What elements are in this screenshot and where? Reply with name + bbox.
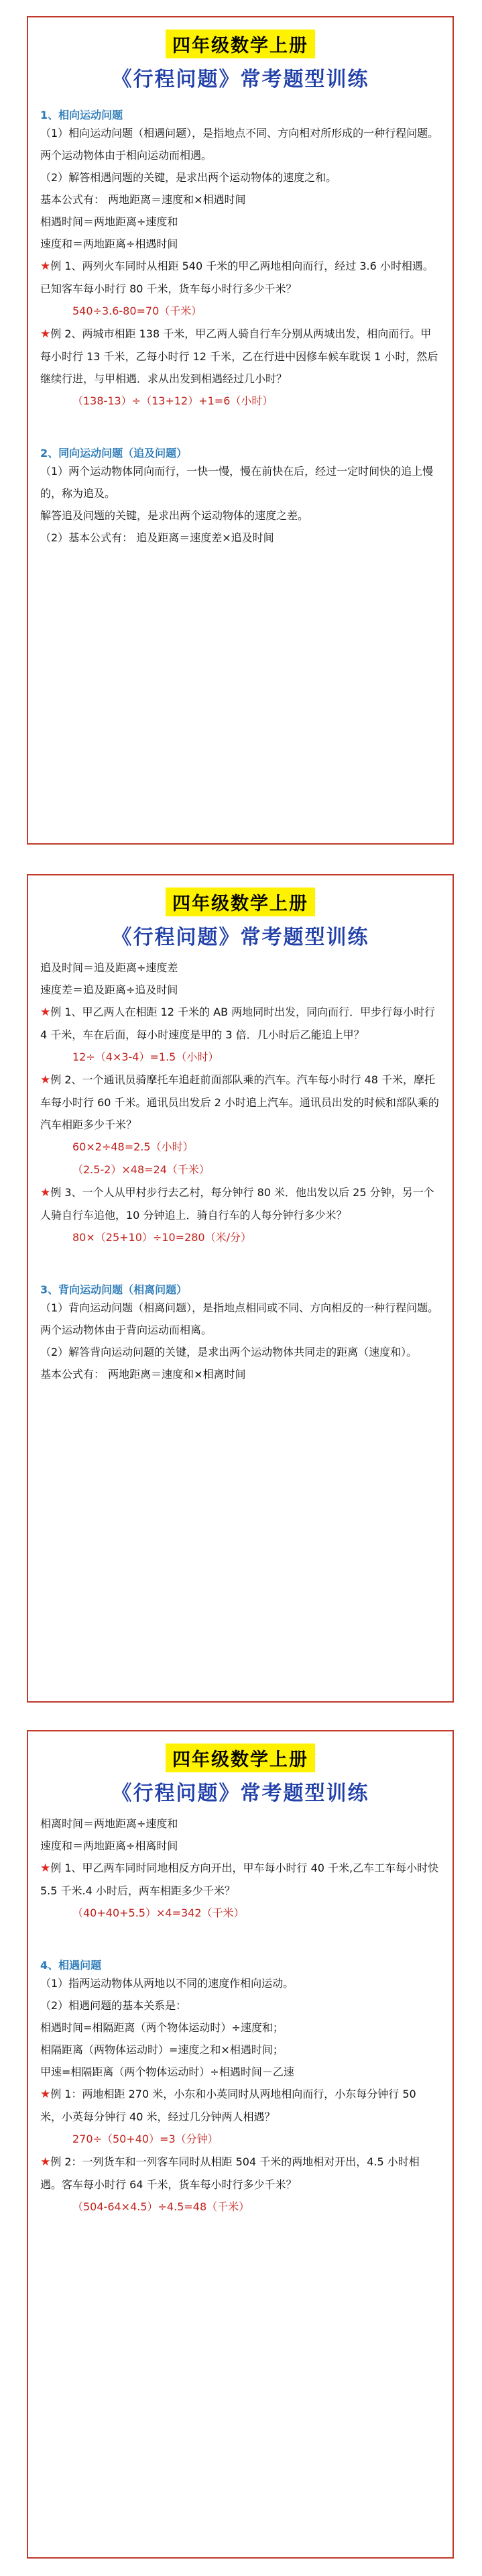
star-icon: ★ — [40, 327, 51, 341]
example-text: 例 2、两城市相距 138 千米，甲乙两人骑自行车分别从两城出发，相向而行。甲每小时行 13 千米，乙每小时行 12 千米，乙在行进中因修车候车耽误 1 小时，然后继续行进，与甲相遇．求从出发到相遇经过几小时？ — [40, 327, 438, 385]
paragraph: （2）解答相遇问题的关键，是求出两个运动物体的速度之和。 — [40, 171, 337, 184]
paragraph: （2）相遇问题的基本关系是： — [40, 1999, 187, 2012]
star-icon: ★ — [40, 1073, 51, 1087]
paragraph: （1）背向运动问题（相离问题），是指地点相同或不同、方向相反的一种行程问题。两个运动物体由于背向运动而相离。 — [40, 1301, 439, 1336]
page-title: 四年级数学上册 — [166, 1743, 315, 1772]
example-text: 例 1、甲乙两车同时同地相反方向开出，甲车每小时行 40 千米,乙车工车每小时快 5.5 千米.4 小时后，两车相距多少千米？ — [40, 1862, 439, 1897]
worksheet-page-3 — [27, 1730, 454, 2559]
paragraph: （1）指两运动物体从两地以不同的速度作相向运动。 — [40, 1977, 294, 1990]
formula-line: （2）基本公式有： 追及距离＝速度差×追及时间 — [40, 531, 274, 544]
example-answer: （504-64×4.5）÷4.5=48（千米） — [72, 2200, 250, 2213]
example-text: 例 3、一个人从甲村步行去乙村，每分钟行 80 米．他出发以后 25 分钟，另一个人骑自行车追他，10 分钟追上．骑自行车的人每分钟行多少米？ — [40, 1186, 434, 1222]
example-answer: 270÷（50+40）=3（分钟） — [72, 2133, 219, 2145]
formula-line: 相遇时间=相隔距离（两个物体运动时）÷速度和； — [40, 2021, 284, 2034]
paragraph: （1）两个运动物体同向而行，一快一慢，慢在前快在后，经过一定时间快的追上慢的，称为追及。 — [40, 465, 434, 500]
section-heading: 3、背向运动问题（相离问题） — [40, 1283, 188, 1296]
header — [40, 30, 440, 92]
page-subtitle: 《行程问题》常考题型训练 — [111, 1782, 369, 1805]
star-icon: ★ — [40, 2088, 51, 2101]
paragraph: （2）解答背向运动问题的关键，是求出两个运动物体共同走的距离（速度和）。 — [40, 1346, 418, 1358]
page-title: 四年级数学上册 — [166, 30, 315, 58]
example-problem — [40, 1069, 440, 1136]
formula-line: 相离时间＝两地距离÷速度和 — [40, 1817, 178, 1830]
formula-line: 基本公式有： 两地距离＝速度和×相遇时间 — [40, 193, 246, 206]
example-answer: （2.5-2）×48=24（千米） — [72, 1163, 210, 1176]
example-problem — [40, 2083, 440, 2128]
example-text: 例 1、两列火车同时从相距 540 千米的甲乙两地相向而行，经过 3.6 小时相遇。已知客车每小时行 80 千米，货车每小时行多少千米？ — [40, 260, 434, 295]
star-icon: ★ — [40, 1006, 51, 1019]
example-answer: 12÷（4×3-4）=1.5（小时） — [72, 1051, 219, 1063]
example-answer: 80×（25+10）÷10=280（米/分） — [72, 1231, 251, 1244]
formula-line: 相遇时间＝两地距离÷速度和 — [40, 215, 178, 228]
formula-line: 基本公式有： 两地距离＝速度和×相离时间 — [40, 1368, 246, 1381]
star-icon: ★ — [40, 1186, 51, 1199]
page-subtitle: 《行程问题》常考题型训练 — [111, 68, 369, 91]
header — [40, 1743, 440, 1806]
example-text: 例 2：一列货车和一列客车同时从相距 504 千米的两地相对开出，4.5 小时相遇。客车每小时行 64 千米，货车每小时行多少千米？ — [40, 2155, 420, 2191]
example-text: 例 1、甲乙两人在相距 12 千米的 AB 两地同时出发，同向而行．甲步行每小时行 4 千米，车在后面，每小时速度是甲的 3 倍．几小时后乙能追上甲？ — [40, 1006, 436, 1041]
example-answer: 540÷3.6-80=70（千米） — [72, 305, 202, 317]
section-heading: 1、相向运动问题 — [40, 109, 123, 121]
section-heading: 2、同向运动问题（追及问题） — [40, 447, 188, 460]
example-problem — [40, 323, 440, 390]
formula-line: 速度和＝两地距离÷相遇时间 — [40, 237, 178, 250]
worksheet-page-2 — [27, 874, 454, 1703]
example-text: 例 2、一个通讯员骑摩托车追赶前面部队乘的汽车。汽车每小时行 48 千米，摩托车每小时行 60 千米。通讯员出发后 2 小时追上汽车。通讯员出发的时候和部队乘的汽车相距多少千米？ — [40, 1073, 439, 1131]
worksheet-page-1 — [27, 16, 454, 845]
example-problem — [40, 255, 440, 300]
example-problem — [40, 2151, 440, 2196]
paragraph: （1）相向运动问题（相遇问题），是指地点不同、方向相对所形成的一种行程问题。两个运动物体由于相向运动而相遇。 — [40, 127, 439, 162]
example-problem — [40, 1857, 440, 1902]
formula-line: 甲速=相隔距离（两个物体运动时）÷相遇时间－乙速 — [40, 2065, 294, 2078]
paragraph: 解答追及问题的关键，是求出两个运动物体的速度之差。 — [40, 509, 309, 522]
page-subtitle: 《行程问题》常考题型训练 — [111, 926, 369, 949]
star-icon: ★ — [40, 260, 51, 273]
example-problem — [40, 1001, 440, 1046]
section-heading: 4、相遇问题 — [40, 1959, 102, 1972]
formula-line: 相隔距离（两物体运动时）=速度之和×相遇时间； — [40, 2043, 284, 2056]
page-title: 四年级数学上册 — [166, 888, 315, 916]
example-answer: （138-13）÷（13+12）+1=6（小时） — [72, 394, 274, 407]
formula-line: 速度和＝两地距离÷相离时间 — [40, 1839, 178, 1852]
formula-line: 速度差＝追及距离÷追及时间 — [40, 983, 178, 996]
example-answer: 60×2÷48=2.5（小时） — [72, 1140, 194, 1153]
star-icon: ★ — [40, 2155, 51, 2169]
header — [40, 888, 440, 950]
formula-line: 追及时间＝追及距离÷速度差 — [40, 961, 178, 974]
example-text: 例 1：两地相距 270 米，小东和小英同时从两地相向而行，小东每分钟行 50 米，小英每分钟行 40 米，经过几分钟两人相遇？ — [40, 2088, 416, 2123]
example-problem — [40, 1181, 440, 1226]
star-icon: ★ — [40, 1862, 51, 1875]
example-answer: （40+40+5.5）×4=342（千米） — [72, 1907, 245, 1919]
